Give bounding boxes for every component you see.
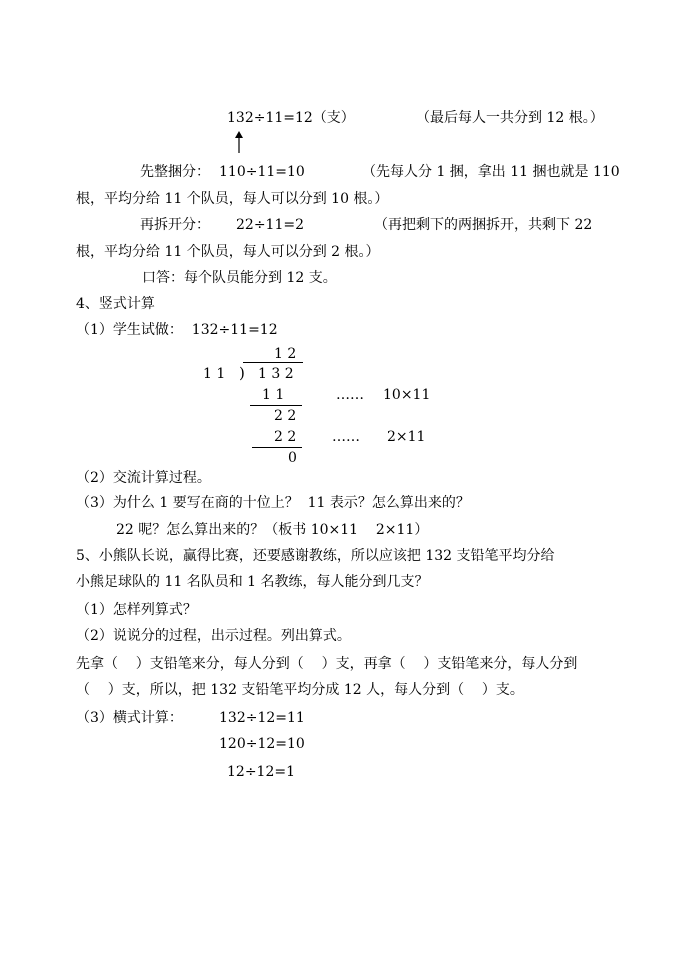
section4-heading: 4、竖式计算 bbox=[76, 296, 155, 312]
division-step2-note: 2×11 bbox=[387, 429, 426, 445]
section5-heading-line2: 小熊足球队的 11 名队员和 1 名教练，每人能分到几支？ bbox=[76, 574, 429, 590]
up-arrow-icon bbox=[233, 131, 245, 153]
calc-line-2: 120÷12=10 bbox=[219, 736, 305, 752]
division-step1-note: 10×11 bbox=[383, 387, 431, 403]
calc-line-1: 132÷12=11 bbox=[219, 710, 305, 726]
note-total: （最后每人一共分到 12 根。） bbox=[416, 110, 604, 126]
oral-answer: 口答：每个队员能分到 12 支。 bbox=[142, 270, 337, 286]
section4-item1: （1）学生试做： 132÷11=12 bbox=[76, 322, 278, 338]
label-whole-bundle: 先整捆分： bbox=[140, 164, 210, 180]
division-step1-dots: …… bbox=[336, 387, 364, 403]
label-split: 再拆开分： bbox=[140, 217, 210, 233]
division-step2-dots: …… bbox=[332, 429, 360, 445]
calc-line-3: 12÷12=1 bbox=[227, 764, 295, 780]
note-whole-bundle-1: （先每人分 1 捆，拿出 11 捆也就是 110 bbox=[362, 164, 620, 180]
division-step1-product: 1 1 bbox=[262, 387, 285, 403]
note-split-2: 根，平均分给 11 个队员，每人可以分到 2 根。） bbox=[76, 244, 380, 260]
section4-item3-line1: （3）为什么 1 要写在商的十位上？ 11 表示？怎么算出来的？ bbox=[76, 495, 470, 511]
division-top-line bbox=[243, 362, 303, 363]
division-line-1 bbox=[250, 405, 302, 406]
equation-whole-bundle: 110÷11=10 bbox=[219, 164, 305, 180]
division-final-remainder: 0 bbox=[288, 450, 297, 466]
division-line-2 bbox=[252, 447, 302, 448]
section5-item1: （1）怎样列算式？ bbox=[76, 602, 197, 618]
section5-fill-line2: （ ）支，所以，把 132 支铅笔平均分成 12 人，每人分到（ ）支。 bbox=[76, 682, 524, 698]
note-split-1: （再把剩下的两捆拆开，共剩下 22 bbox=[374, 217, 593, 233]
note-whole-bundle-2: 根，平均分给 11 个队员，每人可以分到 10 根。） bbox=[76, 191, 389, 207]
division-quotient: 1 2 bbox=[274, 346, 297, 362]
section4-item2: （2）交流计算过程。 bbox=[76, 470, 211, 486]
section5-item2: （2）说说分的过程，出示过程。列出算式。 bbox=[76, 628, 351, 644]
section4-item3-line2: 22 呢？怎么算出来的？（板书 10×11 2×11） bbox=[116, 522, 429, 538]
division-bracket: ) bbox=[239, 364, 245, 382]
section5-heading-line1: 5、小熊队长说，赢得比赛，还要感谢教练，所以应该把 132 支铅笔平均分给 bbox=[76, 548, 555, 564]
division-step2-product: 2 2 bbox=[274, 429, 297, 445]
section5-fill-line1: 先拿（ ）支铅笔来分，每人分到（ ）支，再拿（ ）支铅笔来分，每人分到 bbox=[76, 656, 578, 672]
division-step1-remainder: 2 2 bbox=[274, 408, 297, 424]
division-divisor: 1 1 bbox=[203, 366, 226, 382]
equation-total: 132÷11=12（支） bbox=[227, 110, 355, 126]
division-dividend: 1 3 2 bbox=[258, 366, 294, 382]
section5-item3-label: （3）横式计算： bbox=[76, 710, 183, 726]
equation-split: 22÷11=2 bbox=[236, 217, 304, 233]
